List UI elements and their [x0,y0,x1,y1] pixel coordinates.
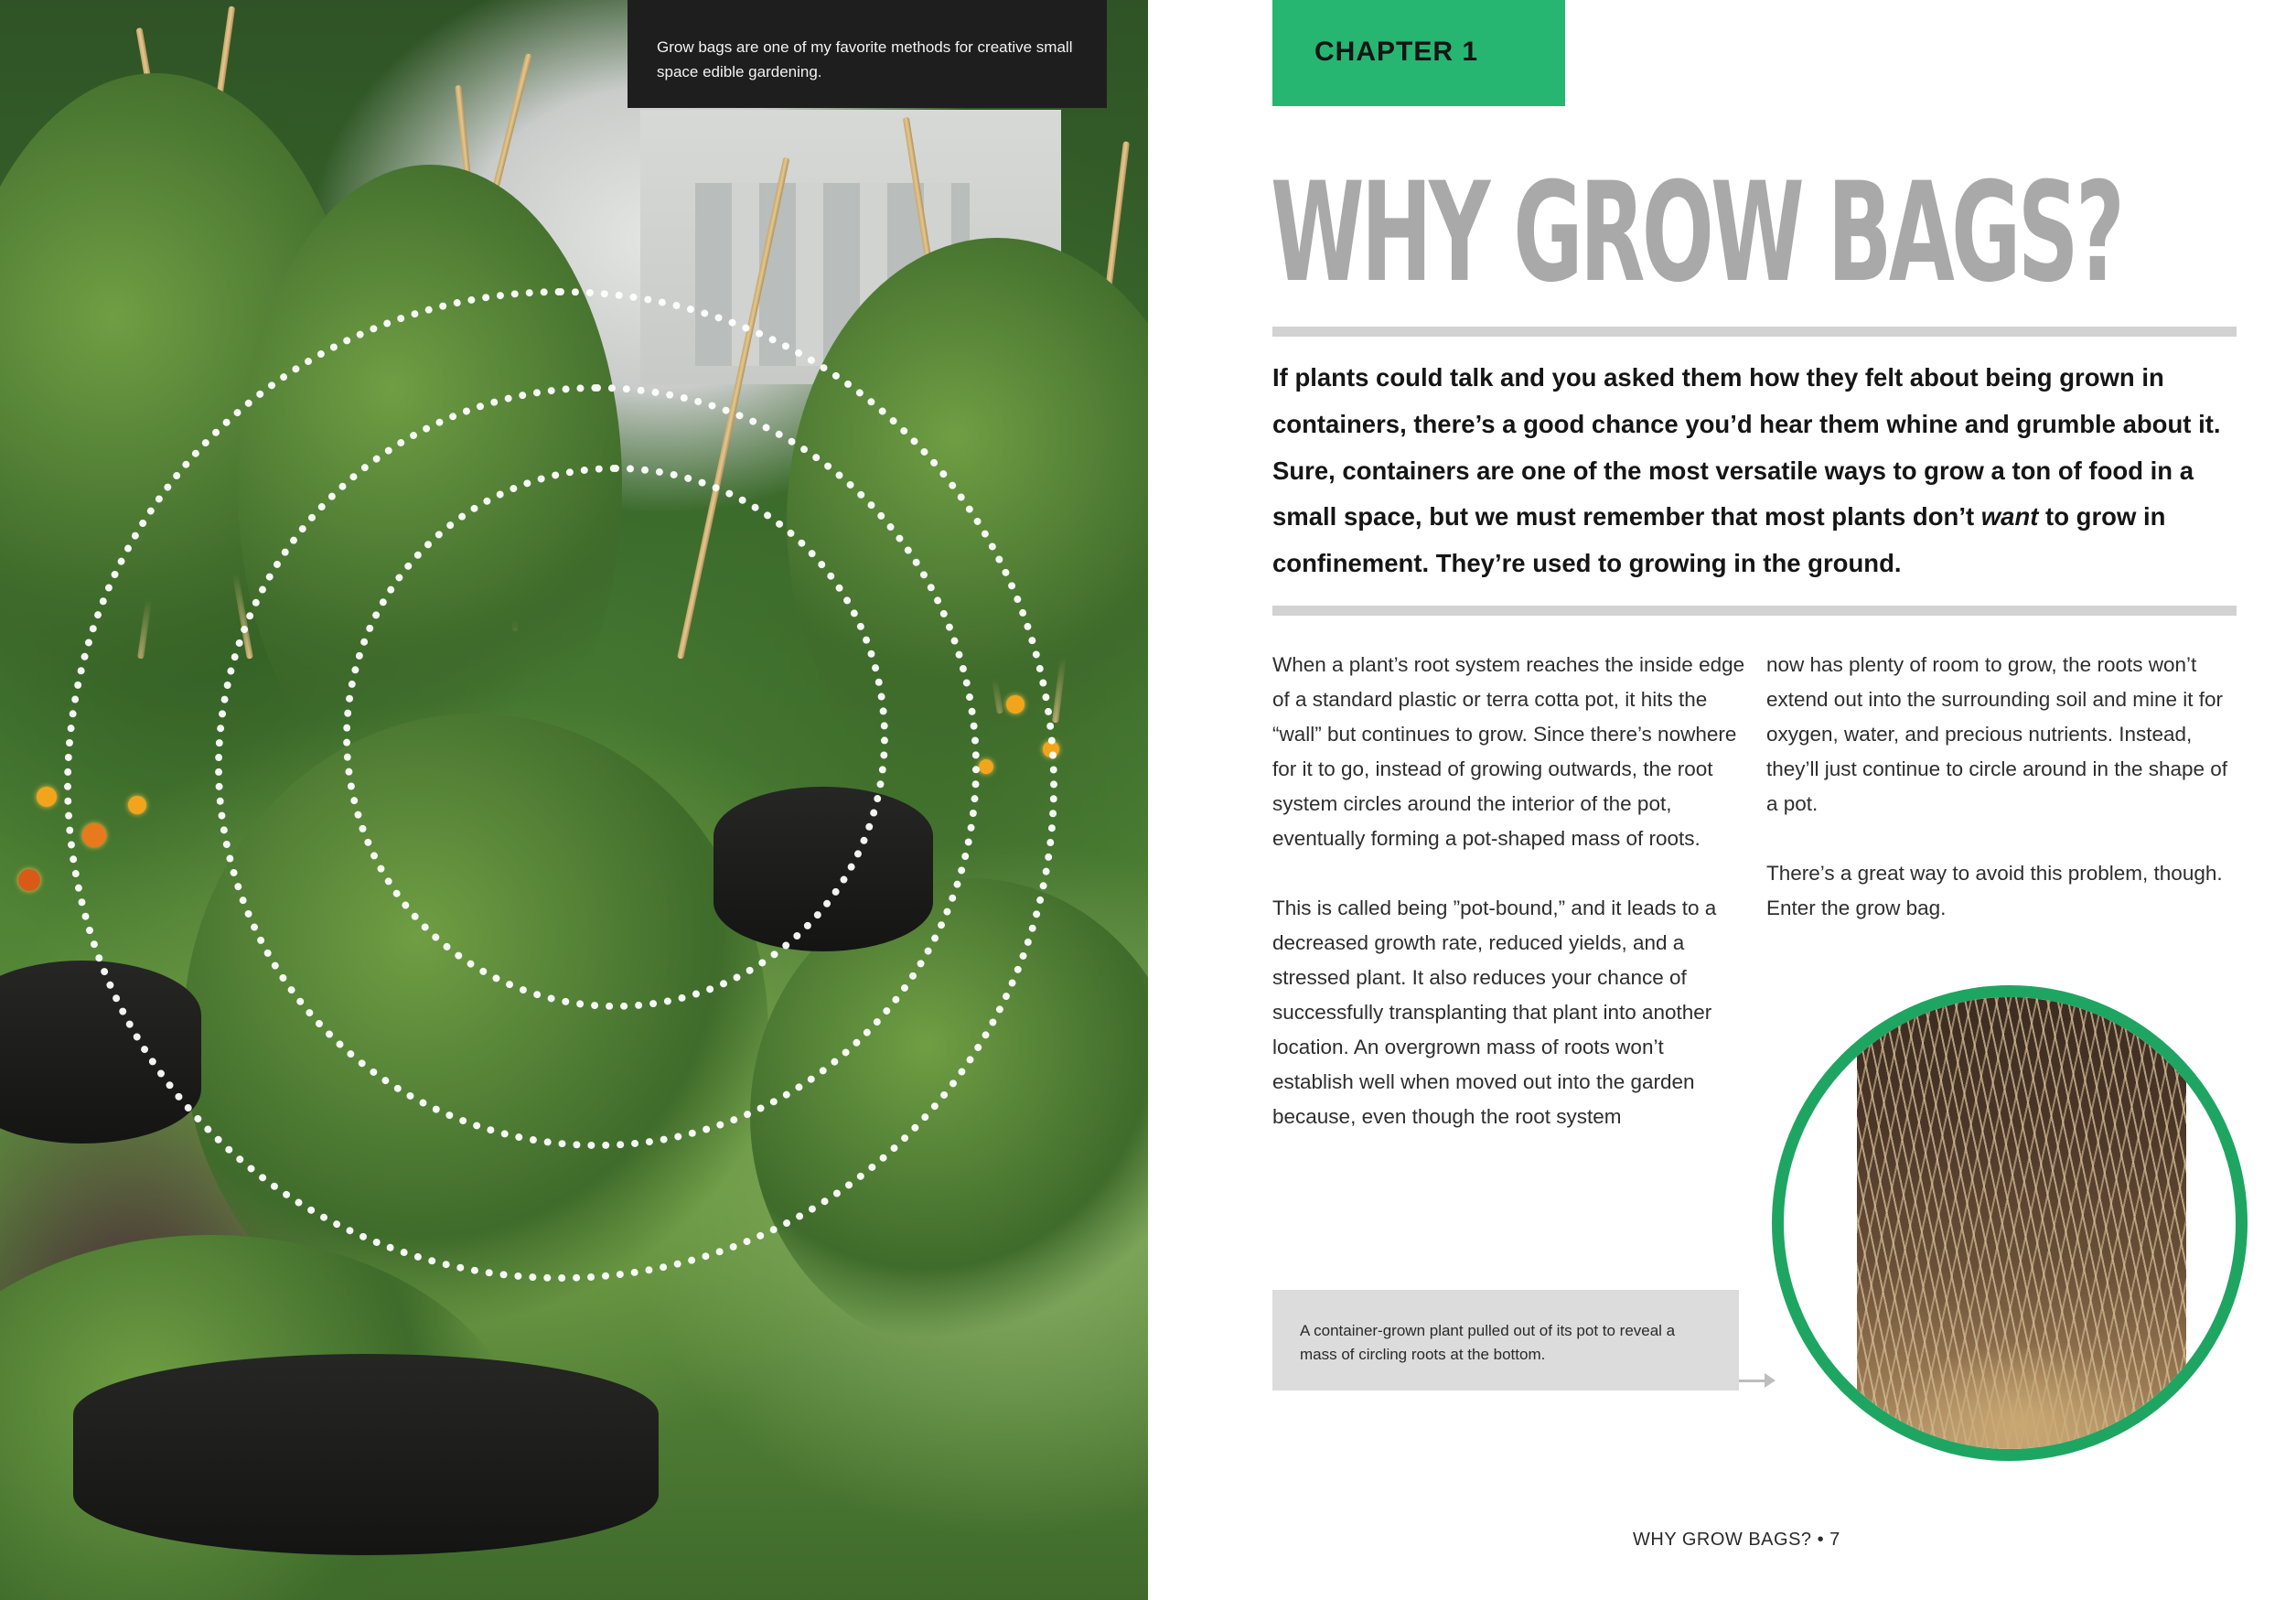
body-column-left [1272,648,1748,1169]
chapter-label: CHAPTER 1 [1272,0,1565,106]
divider-rule-top [1272,327,2237,337]
lead-text-start: If plants could talk and you asked them how they felt about being grown in containers, there’s a good chance you’d hear them whine and grumble about it. Sure, containers are one of the most versatile ways to grow a ton of food in a small space, but we must remember that most plants don’t [1272,363,2221,532]
dotted-circle-inner [343,465,888,1010]
body-paragraph: now has plenty of room to grow, the roots won’t extend out into the surrounding soil and mine it for oxygen, water, and precious nutrients. Instead, they’ll just continue to circle around in the shape of a pot. [1766,653,2228,815]
photo-caption: Grow bags are one of my favorite methods for creative small space edible gardening. [628,0,1107,108]
root-ball-photo [1772,985,2248,1461]
text-page [1148,0,2296,1600]
body-column-right [1766,648,2242,961]
body-paragraph: This is called being ”pot-bound,” and it leads to a decreased growth rate, reduced yields, and a stressed plant. It also reduces your chance of successfully transplanting that plant into another location. An overgrown mass of roots won’t establish well when moved out into the garden because, even though the root system [1272,897,1717,1128]
lead-paragraph [1272,355,2242,587]
grow-bag [73,1354,659,1555]
lead-emphasis: want [1980,502,2039,532]
marigold-flower [37,787,57,807]
page-folio: WHY GROW BAGS? • 7 [1633,1530,1840,1550]
caption-arrow-icon [1739,1380,1766,1382]
chapter-title: WHY GROW BAGS? [1271,154,2122,313]
lead-text-end: to grow in confinement. They’re used to growing in the ground. [1272,502,2166,578]
root-ball-image [1857,985,2186,1461]
marigold-flower [18,869,40,891]
root-photo-caption: A container-grown plant pulled out of its pot to reveal a mass of circling roots at the bottom. [1272,1290,1739,1391]
body-paragraph: When a plant’s root system reaches the inside edge of a standard plastic or terra cotta pot, it hits the “wall” but continues to grow. Since there’s nowhere for it to go, instead of growing outwards, the root system circles around the interior of the pot, eventually forming a pot-shaped mass of roots. [1272,653,1745,850]
divider-rule-bottom [1272,606,2237,616]
body-paragraph: There’s a great way to avoid this problem, though. Enter the grow bag. [1766,862,2223,919]
